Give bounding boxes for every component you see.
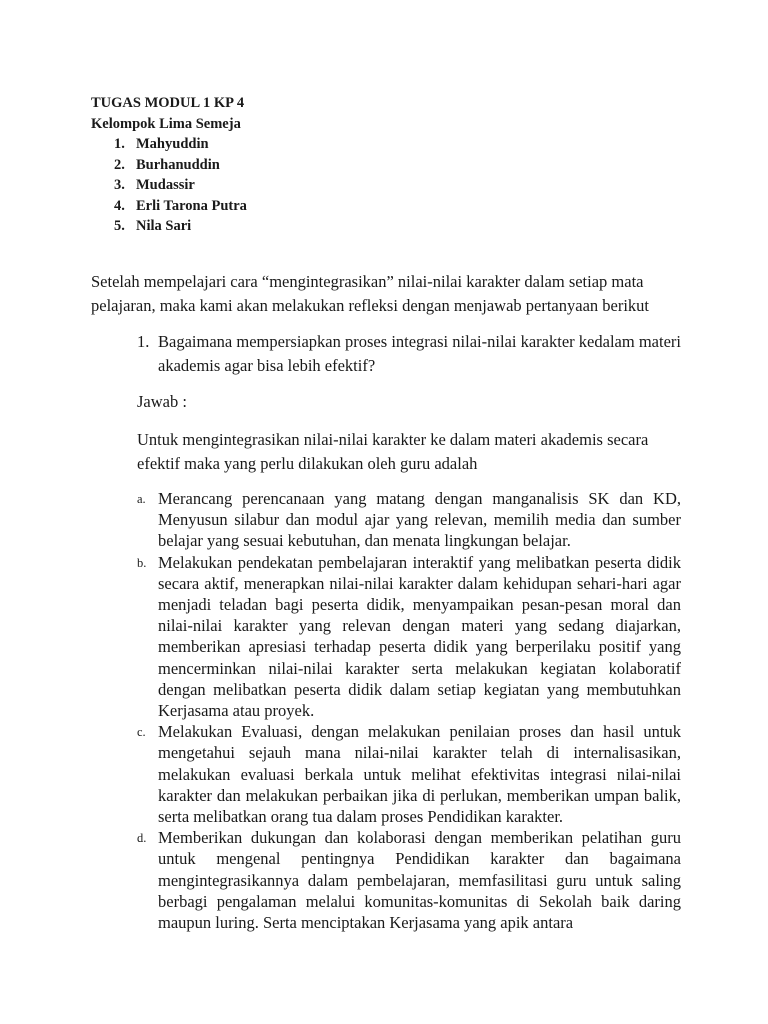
member-item	[91, 175, 247, 196]
document-header	[91, 93, 247, 237]
answer-letter: a.	[137, 492, 146, 506]
member-item	[91, 134, 247, 155]
answer-label: Jawab :	[137, 392, 187, 411]
group-name: Kelompok Lima Semeja	[91, 115, 241, 132]
member-number: 1.	[114, 136, 125, 152]
member-item	[91, 196, 247, 217]
question-block	[137, 330, 681, 378]
question-text: Bagaimana mempersiapkan proses integrasi nilai-nilai karakter kedalam materi akademis agar bisa lebih efektif?	[158, 332, 681, 375]
answer-item	[137, 827, 681, 933]
answer-intro: Untuk mengintegrasikan nilai-nilai karakter ke dalam materi akademis secara efektif maka yang perlu dilakukan oleh guru adalah	[137, 430, 649, 473]
member-name: Mudassir	[136, 177, 195, 193]
member-number: 4.	[114, 197, 125, 214]
member-name: Nila Sari	[136, 218, 192, 234]
member-name: Mahyuddin	[136, 136, 209, 152]
answer-item	[137, 721, 681, 827]
answer-list	[137, 488, 681, 933]
answer-text: Melakukan Evaluasi, dengan melakukan penilaian proses dan hasil untuk mengetahui sejauh mana nilai-nilai karakter telah di internalisasikan, melakukan evaluasi berkala untuk melihat efektivitas integrasi nilai-nilai karakter dan melakukan perbaikan jika di perlukan, memberikan umpan balik, serta melibatkan orang tua dalam proses Pendidikan karakter.	[158, 722, 681, 827]
answer-letter: d.	[137, 831, 147, 846]
member-list	[91, 134, 247, 237]
member-item	[91, 155, 247, 176]
member-number: 2.	[114, 156, 125, 173]
answer-letter: c.	[137, 725, 146, 740]
answer-text: Memberikan dukungan dan kolaborasi dengan memberikan pelatihan guru untuk mengenal pentingnya Pendidikan karakter dan bagaimana mengintegrasikannya dalam pembelajaran, memfasilitasi guru untuk saling berbagi pengalaman melalui komunitas-komunitas di Sekolah baik daring maupun luring. Serta menciptakan Kerjasama yang apik antara	[158, 828, 681, 933]
member-name: Burhanuddin	[136, 156, 220, 173]
member-item	[91, 216, 247, 237]
answer-text: Merancang perencanaan yang matang dengan manganalisis SK dan KD, Menyusun silabur dan modul ajar yang relevan, memilih media dan sumber belajar yang sesuai kebutuhan, dan menata lingkungan belajar.	[158, 489, 681, 551]
member-number: 5.	[114, 218, 125, 234]
answer-text: Melakukan pendekatan pembelajaran interaktif yang melibatkan peserta didik secara aktif, menerapkan nilai-nilai karakter dalam kehidupan sehari-hari agar menjadi teladan bagi peserta didik, menyampaikan pesan-pesan moral dan nilai-nilai karakter yang relevan dengan materi yang sedang diajarkan, memberikan apresiasi terhadap peserta didik yang berperilaku positif yang mencerminkan nilai-nilai karakter serta melakukan kegiatan kolaboratif dengan melibatkan peserta didik dalam setiap kegiatan yang membutuhkan Kerjasama atau proyek.	[158, 552, 681, 721]
answer-letter: b.	[137, 555, 147, 570]
member-number: 3.	[114, 177, 125, 193]
intro-paragraph: Setelah mempelajari cara “mengintegrasikan” nilai-nilai karakter dalam setiap mata pelajaran, maka kami akan melakukan refleksi dengan menjawab pertanyaan berikut	[91, 272, 650, 315]
answer-item	[137, 488, 681, 552]
question-number: 1.	[137, 332, 150, 351]
answer-item	[137, 552, 681, 722]
assignment-title: TUGAS MODUL 1 KP 4	[91, 95, 245, 111]
member-name: Erli Tarona Putra	[136, 197, 247, 214]
